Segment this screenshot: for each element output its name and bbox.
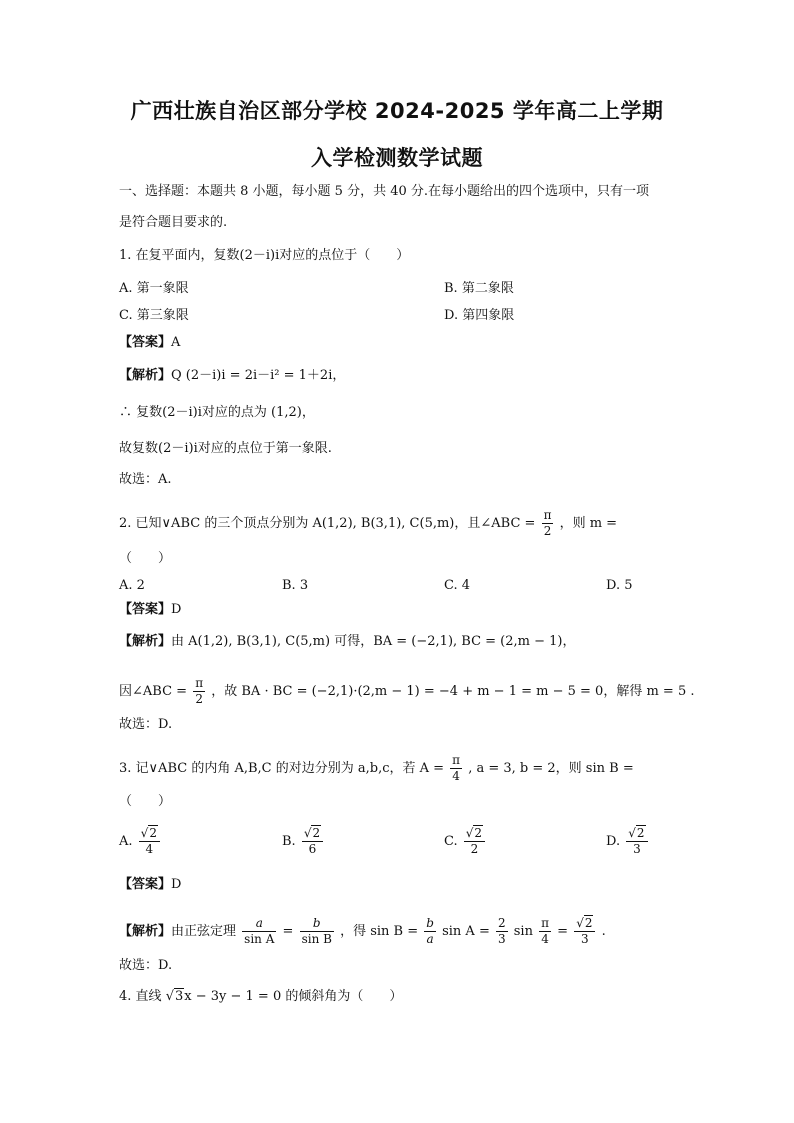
- q3-option-a-label: A.: [119, 834, 133, 849]
- q3-option-d-label: D.: [606, 834, 621, 849]
- q3-option-d-fraction: $\frac{√2}{3}$: [626, 826, 647, 857]
- q4-stem: [119, 988, 402, 1006]
- q3-f1: [242, 916, 276, 947]
- q3-analysis: [119, 916, 606, 947]
- q3-option-a-den: 4: [145, 842, 154, 856]
- q3-f4-num: 2: [497, 916, 506, 930]
- q2-stem-frac-den: 2: [543, 524, 552, 538]
- q3-f3-den: a: [426, 932, 434, 946]
- q3-answer: [119, 876, 181, 894]
- q1-analysis-text1: Q (2－i)i = 2i－i² = 1＋2i，: [171, 368, 346, 383]
- q3-stem: [119, 753, 634, 784]
- q1-analysis-line3: 故复数(2－i)i对应的点位于第一象限.: [119, 441, 332, 456]
- q2-analysis-frac-num: π: [195, 676, 204, 690]
- q3-f2: [300, 916, 334, 947]
- q3-choose-value: D.: [158, 958, 173, 973]
- q3-option-c-den: 2: [470, 842, 479, 856]
- q3-f5: [539, 916, 551, 947]
- q2-option-b: B. 3: [282, 578, 309, 593]
- q3-option-d-radicand: 2: [636, 826, 645, 840]
- q2-answer-value: D: [171, 602, 182, 617]
- q3-f2-num: b: [300, 916, 334, 932]
- q2-analysis-line2: [119, 676, 694, 707]
- q2-option-a: A. 2: [119, 578, 145, 593]
- answer-label: 【答案】: [119, 335, 172, 350]
- q3-stem-post: , a = 3, b = 2，则 sin B =: [468, 761, 634, 776]
- choose-label: 故选：: [119, 958, 159, 973]
- q3-option-a-radicand: 2: [149, 826, 157, 840]
- q3-paren: （ ）: [119, 794, 172, 809]
- q3-option-d: [606, 826, 650, 857]
- choose-label: 故选：: [119, 717, 159, 732]
- q1-stem: 1. 在复平面内，复数(2－i)i对应的点位于（ ）: [119, 248, 410, 263]
- q3-option-d-den: 3: [633, 842, 641, 856]
- q1-answer: [119, 334, 180, 352]
- q3-option-c-label: C.: [444, 834, 458, 849]
- q1-analysis-line2: ∴ 复数(2－i)i对应的点为 (1,2)，: [119, 405, 315, 420]
- q2-option-d: D. 5: [606, 578, 633, 593]
- q2-choose: [119, 716, 172, 734]
- q3-f1-num: a: [242, 916, 276, 932]
- q3-f6-den: 3: [581, 932, 589, 946]
- q1-answer-value: A: [171, 335, 181, 350]
- q2-stem-fraction: [542, 508, 554, 539]
- q2-analysis-frac-den: 2: [195, 692, 203, 706]
- q2-answer: [119, 601, 181, 619]
- q2-choose-value: D.: [158, 717, 173, 732]
- q1-choose-value: A.: [158, 472, 172, 487]
- q3-sin: sin: [513, 924, 533, 939]
- q3-option-a-fraction: $\frac{√2}{4}$: [139, 826, 160, 857]
- section-instruction-line1: 一、选择题：本题共 8 小题，每小题 5 分，共 40 分.在每小题给出的四个选项中，只有一项: [119, 184, 650, 199]
- q3-f3-num: b: [426, 916, 434, 930]
- q4-sqrt: √3: [165, 989, 184, 1004]
- q2-analysis-text1: 由 A(1,2), B(3,1), C(5,m) 可得，BA = (−2,1), BC = (2,m − 1)，: [171, 634, 576, 649]
- q3-f3: [424, 916, 436, 947]
- analysis-label: 【解析】: [119, 924, 172, 939]
- q1-option-d: D. 第四象限: [444, 308, 515, 323]
- q3-f6: $\frac{√2}{3}$: [574, 916, 595, 947]
- q3-eq: =: [282, 924, 294, 939]
- exam-title-line1: 广西壮族自治区部分学校 2024-2025 学年高二上学期: [130, 99, 664, 123]
- choose-label: 故选：: [119, 472, 159, 487]
- analysis-label: 【解析】: [119, 634, 172, 649]
- q3-option-b-radicand: 2: [312, 826, 321, 840]
- q2-stem-frac-num: π: [543, 508, 552, 522]
- q2-stem-tail: ，则 m =: [559, 516, 618, 531]
- q3-choose: [119, 957, 172, 975]
- answer-label: 【答案】: [119, 877, 172, 892]
- q3-option-c-fraction: $\frac{√2}{2}$: [464, 826, 485, 857]
- q2-analysis2-pre: 因∠ABC =: [119, 684, 188, 699]
- q3-stem-pre: 3. 记∨ABC 的内角 A,B,C 的对边分别为 a,b,c，若 A =: [119, 761, 445, 776]
- q3-stem-frac-num: π: [452, 753, 461, 767]
- q2-analysis2-post: ，故 BA · BC = (−2,1)·(2,m − 1) = −4 + m − 1 = m − 5 = 0，解得 m = 5 .: [211, 684, 695, 699]
- q3-option-c-radicand: 2: [474, 826, 483, 840]
- q3-option-b-label: B.: [282, 834, 296, 849]
- q3-mid2: sin A =: [442, 924, 490, 939]
- q3-mid: ，得 sin B =: [340, 924, 419, 939]
- exam-title-line2: 入学检测数学试题: [311, 146, 483, 170]
- q2-analysis-fraction: [193, 676, 205, 707]
- q3-f4: [496, 916, 508, 947]
- q2-analysis-line1: [119, 633, 575, 651]
- q3-end: .: [601, 924, 606, 939]
- q2-stem: [119, 508, 617, 539]
- q3-option-a: [119, 826, 162, 857]
- q4-stem-post: x − 3y − 1 = 0 的倾斜角为（ ）: [184, 989, 403, 1004]
- q3-f5-num: π: [541, 916, 549, 930]
- q2-stem-text: 2. 已知∨ABC 的三个顶点分别为 A(1,2), B(3,1), C(5,m)，且∠ABC =: [119, 516, 536, 531]
- q1-analysis-line1: [119, 367, 345, 385]
- q1-choose: [119, 471, 172, 489]
- answer-label: 【答案】: [119, 602, 172, 617]
- q1-option-c: C. 第三象限: [119, 308, 189, 323]
- q3-f5-den: 4: [541, 932, 549, 946]
- q3-f4-den: 3: [497, 932, 506, 946]
- q3-f1-den: sin A: [244, 932, 275, 946]
- q3-f2-den: sin B: [301, 932, 332, 946]
- analysis-label: 【解析】: [119, 368, 172, 383]
- q3-f6-radicand: 2: [584, 916, 593, 930]
- q3-option-b: [282, 826, 325, 857]
- q3-stem-frac-den: 4: [452, 769, 460, 783]
- q3-option-b-den: 6: [308, 842, 317, 856]
- q4-sqrt-arg: 3: [174, 989, 184, 1004]
- q3-option-b-fraction: $\frac{√2}{6}$: [302, 826, 323, 857]
- q3-eq2: =: [557, 924, 569, 939]
- q3-answer-value: D: [171, 877, 182, 892]
- q2-option-c: C. 4: [444, 578, 471, 593]
- q1-option-b: B. 第二象限: [444, 281, 514, 296]
- section-instruction-line2: 是符合题目要求的.: [119, 215, 228, 230]
- q1-option-a: A. 第一象限: [119, 281, 189, 296]
- q3-option-c: [444, 826, 487, 857]
- q3-stem-fraction: [450, 753, 462, 784]
- q4-stem-pre: 4. 直线: [119, 989, 162, 1004]
- q2-paren: （ ）: [119, 551, 172, 566]
- q3-analysis-pre: 由正弦定理: [171, 924, 237, 939]
